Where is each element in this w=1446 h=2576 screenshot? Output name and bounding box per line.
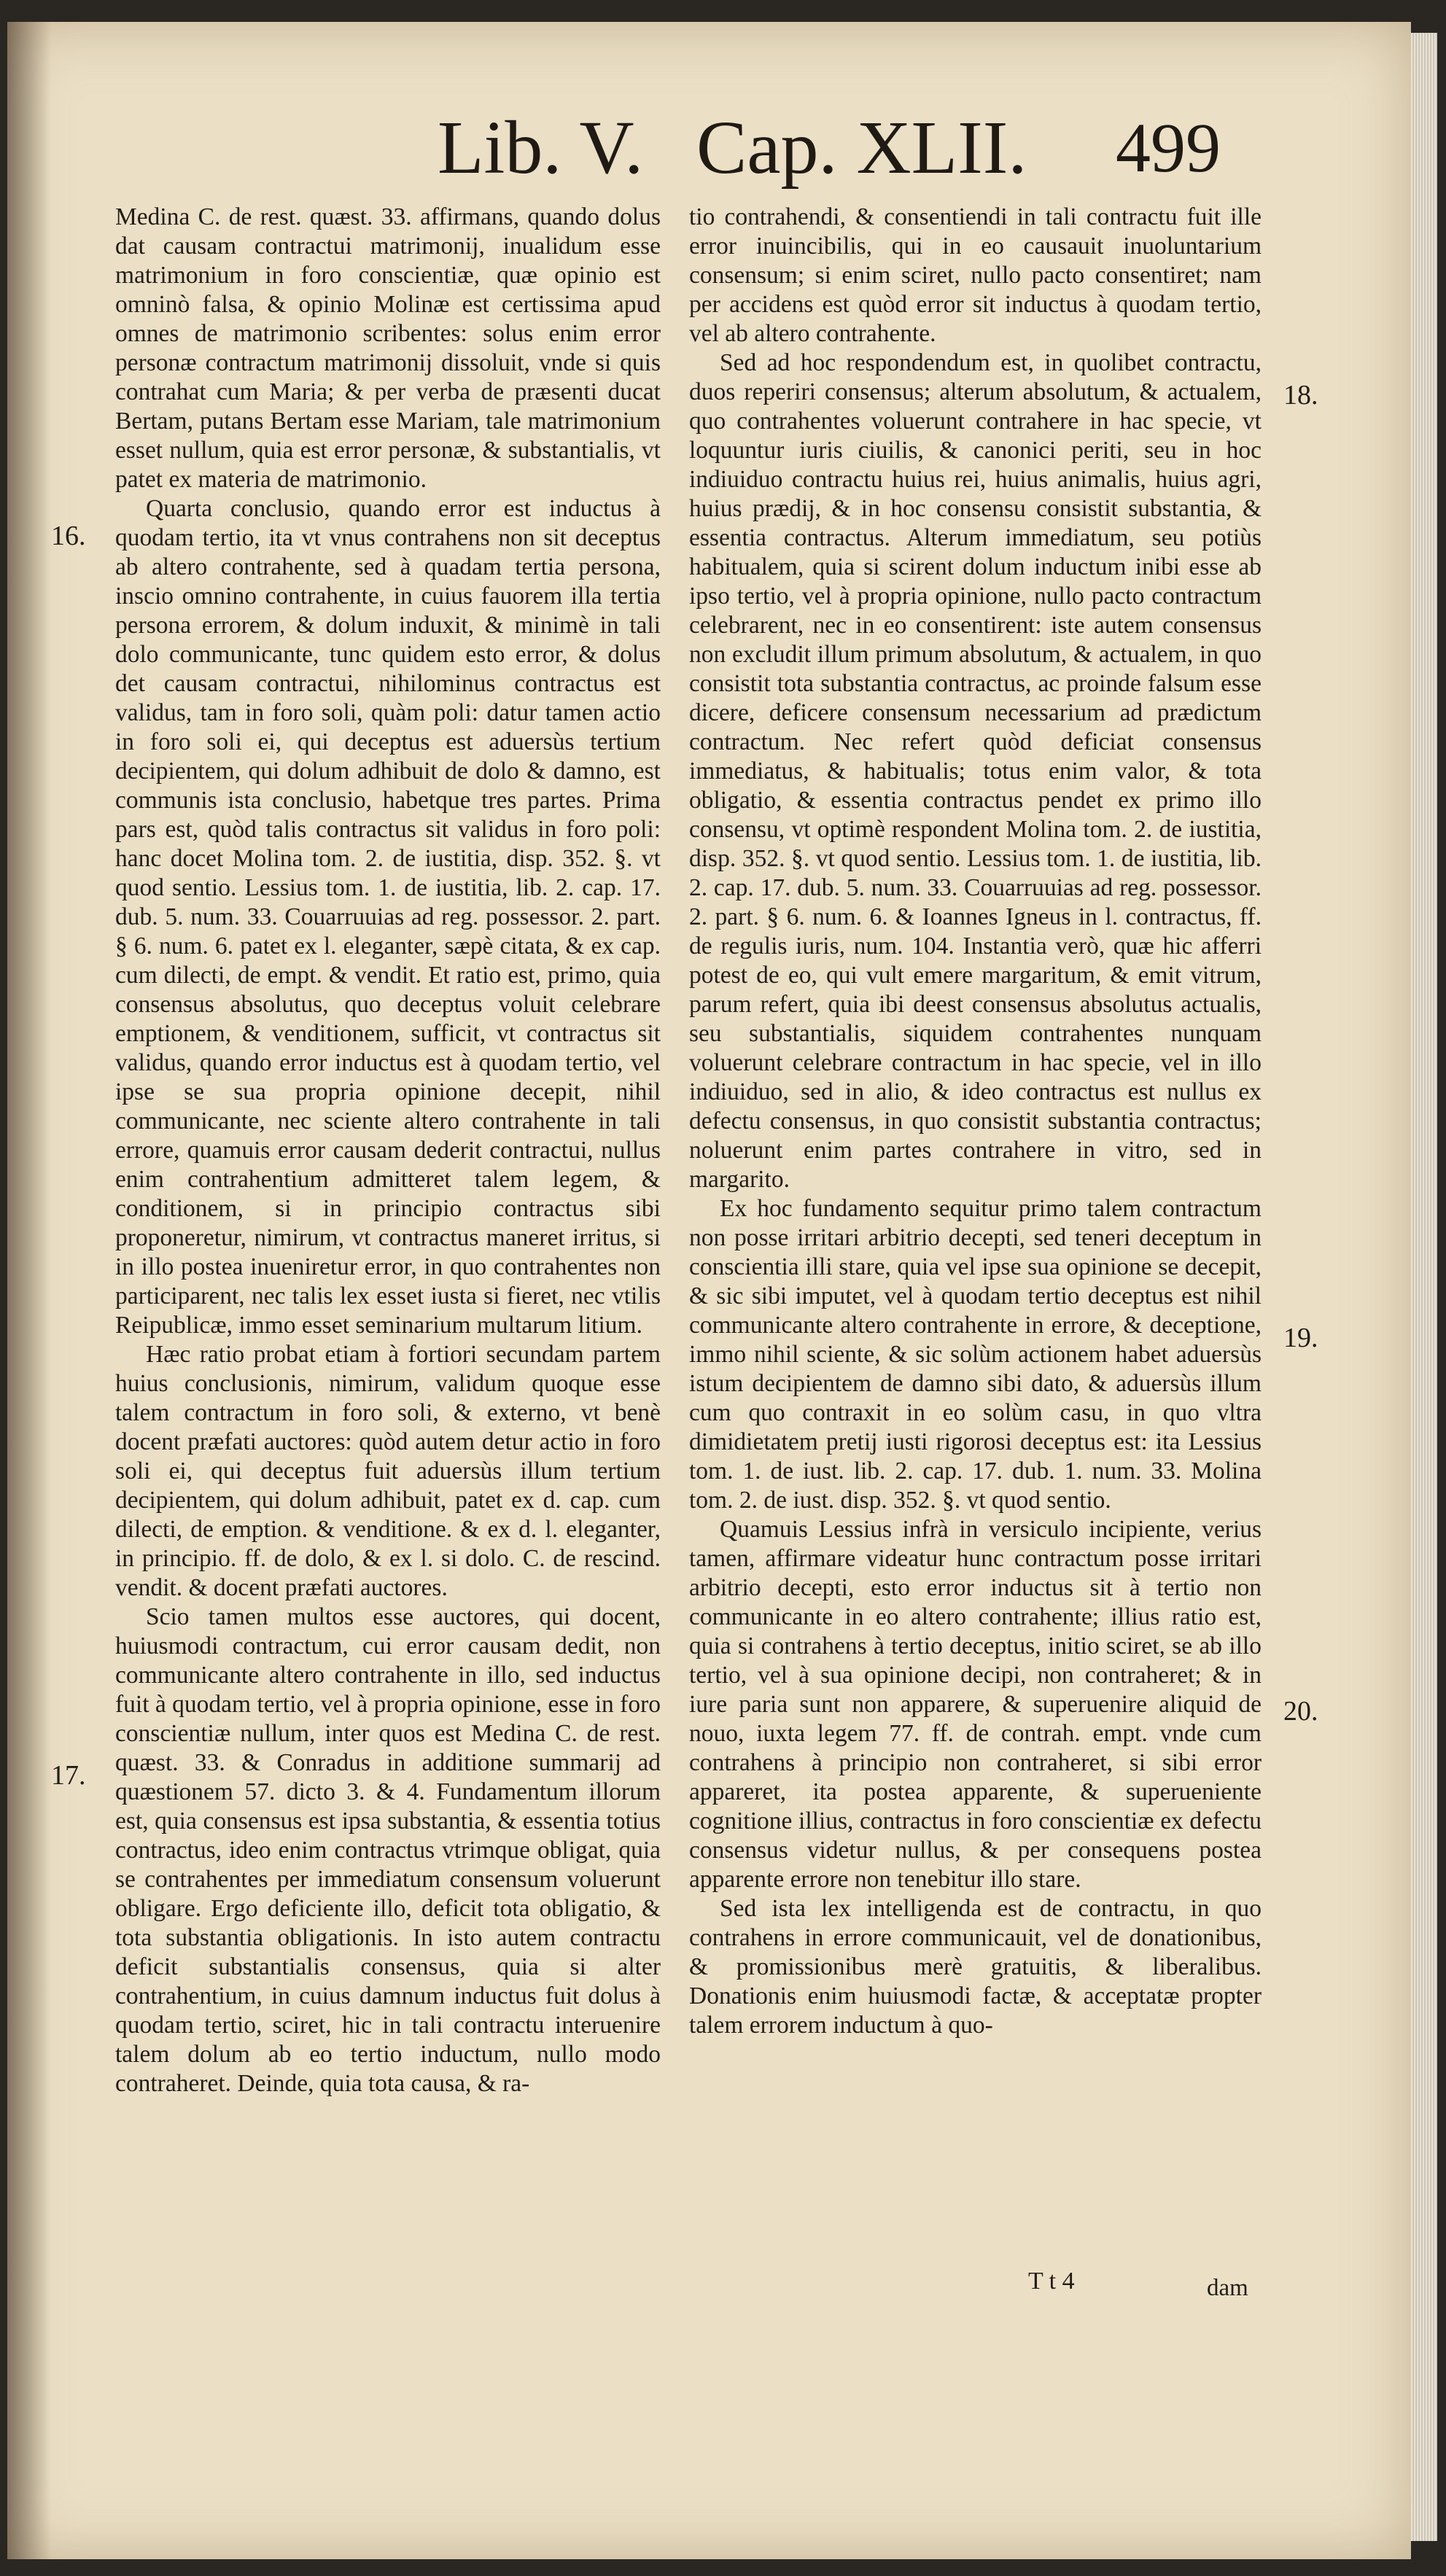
paragraph: Quamuis Lessius infrà in versiculo incipiente, verius tamen, affirmare videatur hunc contractum posse irritari arbitrio decepti, esto error inductus sit à tertio non communicante in eo altero contrahente; illius ratio est, quia si contrahens à tertio deceptus, initio sciret, se ab illo tertio, vel à sua opinione decipi, non contraheret; & in iure paria sunt non apparere, & superuenire aliquid de nouo, iuxta legem 77. ff. de contrah. empt. vnde cum contrahens à principio non contraheret, si sibi error appareret, ita postea apparente, & superueniente cognitione illius, contractus in foro conscientiæ ex defectu consensus videtur nullus, & per consequens postea apparente errore non tenebitur illo stare. [689, 1516, 1262, 1893]
paragraph: Medina C. de rest. quæst. 33. affirmans, quando dolus dat causam contractui matrimonij, inualidum esse matrimonium in foro conscientiæ, quæ opinio est omninò falsa, & opinio Molinæ est certissima apud omnes de matrimonio scribentes: solus enim error personæ contractum matrimonij dissoluit, vnde si quis contrahat cum Maria; & per verba de præsenti ducat Bertam, putans Bertam esse Mariam, tale matrimonium esset nullum, quia est error personæ, & substantialis, vt patet ex materia de matrimonio. [115, 203, 661, 493]
paragraph: Quarta conclusio, quando error est inductus à quodam tertio, ita vt vnus contrahens non sit deceptus ab altero contrahente, sed à quadam tertia persona, inscio omnino contrahente, in cuius fauorem illa tertia persona errorem, & dolum induxit, & minimè in tali dolo communicante, tunc quidem esto error, & dolus det causam contractui, nihilominus contractus est validus, tam in foro soli, quàm poli: datur tamen actio in foro soli ei, qui deceptus est aduersùs tertium decipientem, qui dolum adhibuit de dolo & damno, est communis ista conclusio, habetque tres partes. Prima pars est, quòd talis contractus sit validus in foro poli: hanc docet Molina tom. 2. de iustitia, disp. 352. §. vt quod sentio. Lessius tom. 1. de iustitia, lib. 2. cap. 17. dub. 5. num. 33. Couarruuias ad reg. possessor. 2. part. § 6. num. 6. patet ex l. eleganter, sæpè citata, & ex cap. cum dilecti, de empt. & vendit. Et ratio est, primo, quia consensus absolutus, quo deceptus voluit celebrare emptionem, & venditionem, sufficit, vt contractus sit validus, quando error inductus est à quodam tertio, vel ipse se sua propria opinione decepit, nihil communicante, nec sciente altero contrahente in tali errore, quamuis error causam dederit contractui, nullus enim contrahentium admitteret talem legem, & conditionem, si in principio contractus sibi proponeretur, nimirum, vt contractus maneret irritus, si in illo postea inueniretur error, in quo contrahentes non participarent, nec talis lex esset iusta si fieret, nec vtilis Reipublicæ, immo esset seminarium multarum litium. [115, 495, 661, 1339]
paragraph: Ex hoc fundamento sequitur primo talem contractum non posse irritari arbitrio decepti, sed teneri deceptum in conscientia illi stare, quia vel ipse sua opinione se decepit, & sic sibi imputet, vel à quodam tertio deceptus est nihil communicante altero contrahente in errore, & deceptione, immo nihil sciente, & sic solùm actionem habet aduersùs istum decipientem de damno sibi dato, & aduersùs illum cum quo contraxit in eo solùm casu, in quo vltra dimidietatem pretij iusti rigorosi deceptus est: ita Lessius tom. 1. de iust. lib. 2. cap. 17. dub. 1. num. 33. Molina tom. 2. de iust. disp. 352. §. vt quod sentio. [689, 1195, 1262, 1514]
margin-number-18: 18. [1283, 380, 1318, 410]
book-label: Lib. V. [438, 106, 644, 190]
paragraph: tio contrahendi, & consentiendi in tali contractu fuit ille error inuincibilis, qui in eo causauit inuoluntarium consensum; si enim sciret, nullo pacto consentiret; nam per accidens est quòd error sit inductus à quodam tertio, vel ab altero contrahente. [689, 203, 1262, 347]
margin-number-16: 16. [51, 521, 86, 551]
running-head [438, 108, 1283, 188]
margin-number-17: 17. [51, 1760, 86, 1791]
margin-number-20: 20. [1283, 1696, 1318, 1727]
right-column [689, 203, 1262, 2040]
book-page [7, 22, 1411, 2559]
left-column [115, 203, 661, 2098]
paragraph: Sed ad hoc respondendum est, in quolibet contractu, duos reperiri consensus; alterum absolutum, & actualem, quo contrahentes voluerunt contrahere in hac specie, vt loquuntur iuris ciuilis, & canonici periti, seu in hoc indiuiduo contractu huius rei, huius animalis, huius agri, huius prædij, & in hoc consensu consistit substantia, & essentia contractus. Alterum immediatum, seu potiùs habitualem, quia si scirent dolum inductum inibi esse ab ipso tertio, vel à propria opinione, nullo pacto contractum celebrarent, nec in eo consentirent: iste autem consensus non excludit illum primum absolutum, & actualem, in quo consistit tota substantia contractus, ac proinde falsum esse dicere, deficere consensum necessarium ad prædictum contractum. Nec refert quòd deficiat consensus immediatus, & habitualis; totus enim valor, & tota obligatio, & essentia contractus pendet ex primo illo consensu, vt optimè respondent Molina tom. 2. de iustitia, disp. 352. §. vt quod sentio. Lessius tom. 1. de iustitia, lib. 2. cap. 17. dub. 5. num. 33. Couarruuias ad reg. possessor. 2. part. § 6. num. 6. & Ioannes Igneus in l. contractus, ff. de regulis iuris, num. 104. Instantia verò, quæ hic afferri potest de eo, qui vult emere margaritum, & emit vitrum, parum refert, quia ibi deest consensus absolutus actualis, seu substantialis, siquidem contrahentes nunquam voluerunt celebrare contractum in hac specie, vel in illo indiuiduo, sed in alio, & ideo contractus est nullus ex defectu consensus, in quo consistit substantia contractus; noluerunt enim partes contrahere in vitro, sed in margarito. [689, 349, 1262, 1193]
page-number: 499 [1116, 109, 1221, 187]
chapter-label: Cap. XLII. [696, 106, 1027, 190]
page-gutter-shadow [7, 22, 51, 2559]
paragraph: Hæc ratio probat etiam à fortiori secundam partem huius conclusionis, nimirum, validum quoque esse talem contractum in foro soli, & externo, vt benè docent præfati auctores: quòd autem detur actio in foro soli ei, qui deceptus fuit aduersùs illum tertium decipientem, qui dolum adhibuit, patet ex d. cap. cum dilecti, de emption. & venditione. & ex d. l. eleganter, in principio. ff. de dolo, & ex l. si dolo. C. de rescind. vendit. & docent præfati auctores. [115, 1341, 661, 1601]
margin-number-19: 19. [1283, 1323, 1318, 1353]
signature-mark: T t 4 [1028, 2268, 1075, 2295]
paragraph: Scio tamen multos esse auctores, qui docent, huiusmodi contractum, cui error causam dedit, non communicante altero contrahente in illo, sed inductus fuit à quodam tertio, vel à propria opinione, esse in foro conscientiæ nullum, inter quos est Medina C. de rest. quæst. 33. & Conradus in additione summarij ad quæstionem 57. dicto 3. & 4. Fundamentum illorum est, quia consensus est ipsa substantia, & essentia totius contractus, ideo enim contractus vtrimque obligat, quia se contrahentes per immediatum consensum voluerunt obligare. Ergo deficiente illo, deficit tota obligatio, & tota substantia obligationis. In isto autem contractu deficit substantialis consensus, quia si alter contrahentium, in cuius damnum inductus fuit dolus à quodam tertio, sciret, hic in tali contractu interuenire talem dolum ab eo tertio inductum, nullo modo contraheret. Deinde, quia tota causa, & ra- [115, 1603, 661, 2097]
paragraph: Sed ista lex intelligenda est de contractu, in quo contrahens in errore communicauit, vel de donationibus, & promissionibus merè gratuitis, & liberalibus. Donationis enim huiusmodi factæ, & acceptatæ propter talem errorem inductum à quo- [689, 1895, 1262, 2039]
page-edge-stack [1411, 33, 1437, 2541]
catchword: dam [1207, 2275, 1248, 2301]
